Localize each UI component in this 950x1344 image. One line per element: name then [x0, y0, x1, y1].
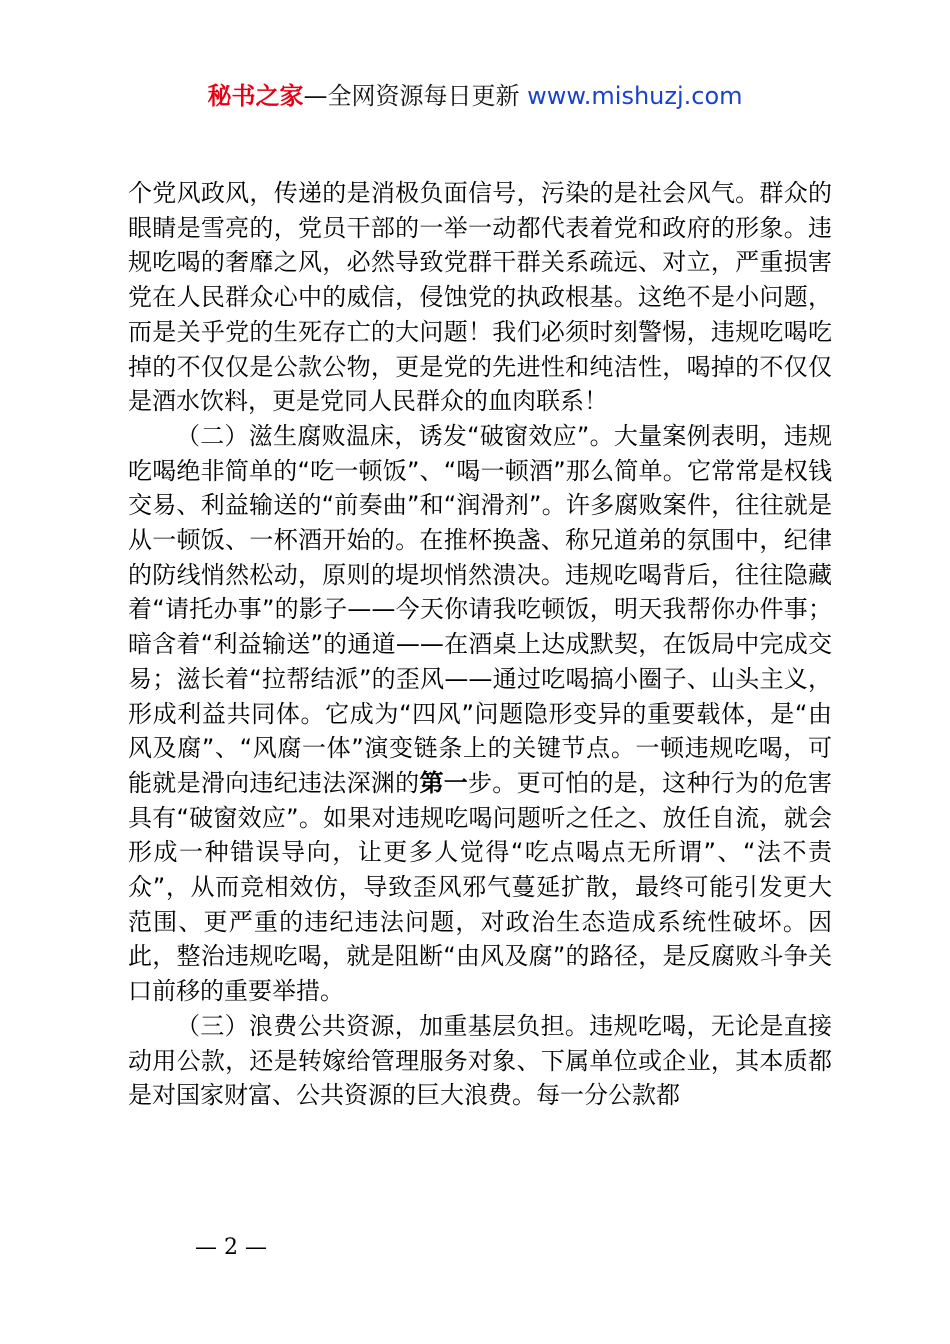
- paragraph-1: 个党风政风，传递的是消极负面信号，污染的是社会风气。群众的眼睛是雪亮的，党员干部的一举一动都代表着党和政府的形象。违规吃喝的奢靡之风，必然导致党群干群关系疏远、对立，严重损害党在人民群众心中的威信，侵蚀党的执政根基。这绝不是小问题，而是关乎党的生死存亡的大问题！我们必须时刻警惕，违规吃喝吃掉的不仅仅是公款公物，更是党的先进性和纯洁性，喝掉的不仅仅是酒水饮料，更是党同人民群众的血肉联系！: [128, 179, 832, 416]
- paragraph-3: （三）浪费公共资源，加重基层负担。违规吃喝，无论是直接动用公款，还是转嫁给管理服务对象、下属单位或企业，其本质都是对国家财富、公共资源的巨大浪费。每一分公款都: [128, 1011, 832, 1110]
- page-number: — 2 —: [195, 1235, 267, 1260]
- document-body: [128, 176, 832, 1113]
- page-header: [0, 80, 950, 112]
- header-brand: 秘书之家: [207, 82, 304, 110]
- header-slogan: —全网资源每日更新: [303, 82, 528, 110]
- header-website-link[interactable]: www.mishuzj.com: [527, 82, 743, 110]
- paragraph-2: [128, 419, 832, 1009]
- paragraph-2-text-b: 步。更可怕的是，这种行为的危害具有“破窗效应”。如果对违规吃喝问题听之任之、放任自流，就会形成一种错误导向，让更多人觉得“吃点喝点无所谓”、“法不责众”，从而竞相效仿，导致歪风邪气蔓延扩散，最终可能引发更大范围、更严重的违纪违法问题，对政治生态造成系统性破坏。因此，整治违规吃喝，就是阻断“由风及腐”的路径，是反腐败斗争关口前移的重要举措。: [128, 768, 833, 1006]
- paragraph-2-text-a: （二）滋生腐败温床，诱发“破窗效应”。大量案例表明，违规吃喝绝非简单的“吃一顿饭”、“喝一顿酒”那么简单。它常常是权钱交易、利益输送的“前奏曲”和“润滑剂”。许多腐败案件，往往就是从一顿饭、一杯酒开始的。在推杯换盏、称兄道弟的氛围中，纪律的防线悄然松动，原则的堤坝悄然溃决。违规吃喝背后，往往隐藏着“请托办事”的影子——今天你请我吃顿饭，明天我帮你办件事；暗含着“利益输送”的通道——在酒桌上达成默契，在饭局中完成交易；滋长着“拉帮结派”的歪风——通过吃喝搞小圈子、山头主义，形成利益共同体。它成为“四风”问题隐形变异的重要载体，是“由风及腐”、“风腐一体”演变链条上的关键节点。一顿违规吃喝，可能就是滑向违纪违法深渊的: [128, 421, 832, 797]
- paragraph-2-bold-text: 第一: [419, 768, 469, 797]
